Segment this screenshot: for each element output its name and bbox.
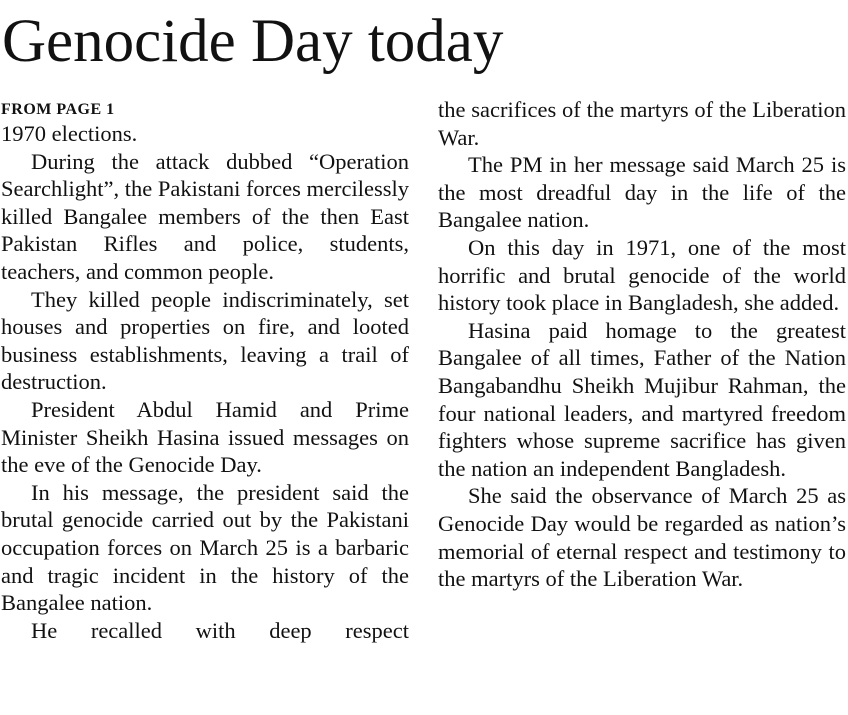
- paragraph: 1970 elections.: [1, 121, 138, 146]
- paragraph: Hasina paid homage to the greatest Bangalee of all times, Father of the Nation Bangabandhu Sheikh Mujibur Rahman, the four national leaders, and martyred freedom fighters whose supreme sacrifice has given the nation an independent Bangladesh.: [438, 317, 846, 481]
- paragraph: On this day in 1971, one of the most horrific and brutal genocide of the world history took place in Bangladesh, she added.: [438, 234, 846, 316]
- paragraph: During the attack dubbed “Operation Searchlight”, the Pakistani forces mercilessly killed Bangalee members of the then East Pakistan Rifles and police, students, teachers, and common people.: [1, 148, 409, 284]
- paragraph: He recalled with deep respect: [31, 617, 409, 643]
- paragraph: The PM in her message said March 25 is the most dreadful day in the life of the Bangalee nation.: [438, 152, 846, 233]
- paragraph: They killed people indiscriminately, set houses and properties on fire, and looted business establishments, leaving a trail of destruction.: [1, 286, 409, 395]
- paragraph: She said the observance of March 25 as Genocide Day would be regarded as nation’s memorial of eternal respect and testimony to the martyrs of the Liberation War.: [438, 483, 846, 592]
- paragraph: President Abdul Hamid and Prime Minister Sheikh Hasina issued messages on the eve of the Genocide Day.: [1, 396, 409, 478]
- paragraph: the sacrifices of the martyrs of the Liberation War.: [438, 97, 846, 150]
- headline: Genocide Day today: [2, 8, 504, 75]
- jump-label: FROM PAGE 1: [1, 101, 115, 118]
- article-column-right: [438, 96, 846, 593]
- article-column-left: [1, 96, 409, 644]
- paragraph: In his message, the president said the brutal genocide carried out by the Pakistani occupation forces on March 25 is a barbaric and tragic incident in the history of the Bangalee nation.: [1, 479, 409, 616]
